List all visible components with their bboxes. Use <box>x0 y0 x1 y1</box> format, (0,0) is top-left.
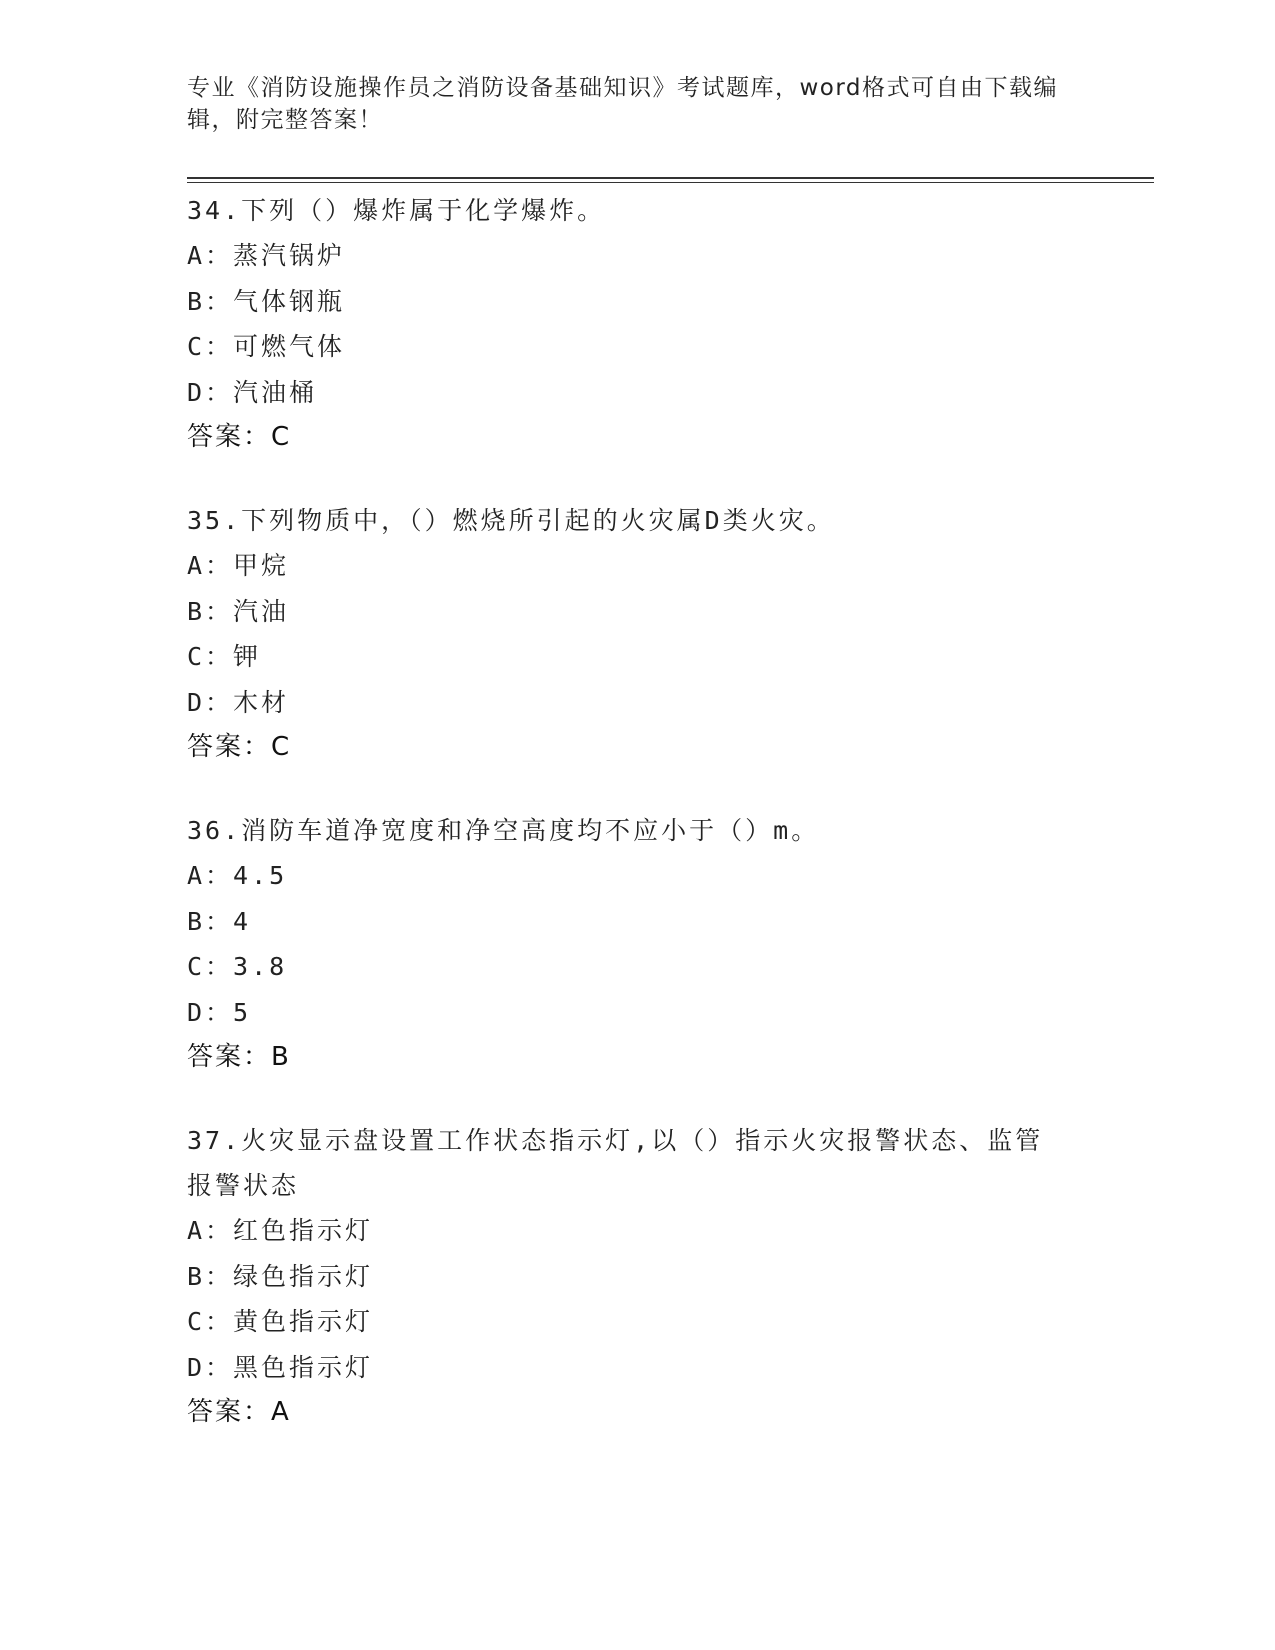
answer-value: C <box>271 732 291 762</box>
option-c: C：可燃气体 <box>187 332 346 361</box>
question-stem: 37.火灾显示盘设置工作状态指示灯,以（）指示火灾报警状态、监管报警状态 <box>187 1126 1044 1200</box>
option-b: B：汽油 <box>187 596 290 626</box>
question-35 <box>187 498 1087 769</box>
document-header: 专业《消防设施操作员之消防设备基础知识》考试题库，word格式可自由下载编辑，附完整答案！ <box>187 75 1059 133</box>
answer-line <box>187 415 1087 459</box>
answer-label: 答案： <box>187 732 272 762</box>
option-c: C：钾 <box>187 642 262 671</box>
answer-value: C <box>271 422 291 452</box>
answer-label: 答案： <box>187 422 272 452</box>
question-34 <box>187 188 1087 459</box>
option-a: A：甲烷 <box>187 551 290 580</box>
option-b: B：绿色指示灯 <box>187 1261 374 1291</box>
question-stem: 36.消防车道净宽度和净空高度均不应小于（）m。 <box>187 816 820 845</box>
header-divider-thin <box>187 182 1154 183</box>
question-37 <box>187 1118 1087 1434</box>
option-d: D：木材 <box>187 687 290 717</box>
option-d: D：黑色指示灯 <box>187 1352 374 1382</box>
answer-label: 答案： <box>187 1042 272 1072</box>
answer-value: B <box>271 1042 290 1072</box>
option-d: D：汽油桶 <box>187 377 318 407</box>
answer-label: 答案： <box>187 1397 272 1427</box>
option-a: A：4.5 <box>187 861 288 890</box>
option-d: D：5 <box>187 997 252 1027</box>
question-stem: 35.下列物质中，（）燃烧所引起的火灾属D类火灾。 <box>187 506 835 535</box>
option-c: C：黄色指示灯 <box>187 1307 374 1336</box>
question-list <box>187 188 1087 1473</box>
answer-line <box>187 1390 1087 1434</box>
answer-line <box>187 725 1087 769</box>
option-a: A：蒸汽锅炉 <box>187 241 346 270</box>
option-c: C：3.8 <box>187 952 288 981</box>
option-b: B：4 <box>187 906 252 936</box>
option-b: B：气体钢瓶 <box>187 286 346 316</box>
question-stem: 34.下列（）爆炸属于化学爆炸。 <box>187 196 606 225</box>
answer-line <box>187 1035 1087 1079</box>
answer-value: A <box>271 1397 290 1427</box>
option-a: A：红色指示灯 <box>187 1216 374 1245</box>
header-divider-thick <box>187 177 1154 179</box>
question-36 <box>187 808 1087 1079</box>
